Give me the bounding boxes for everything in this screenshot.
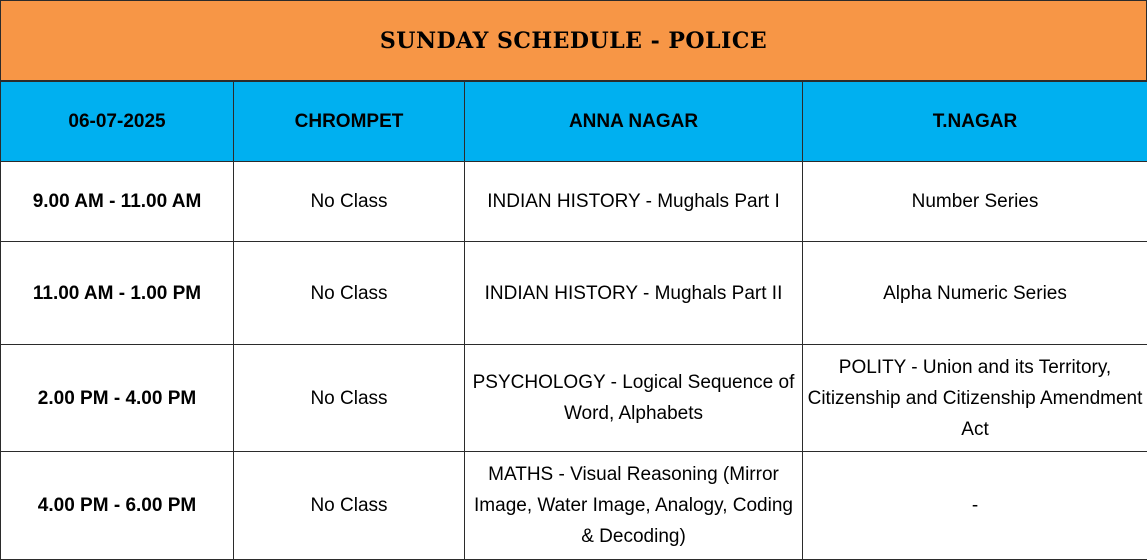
header-date: 06-07-2025 [1, 82, 234, 162]
chrompet-cell: No Class [234, 162, 465, 242]
anna-nagar-cell: MATHS - Visual Reasoning (Mirror Image, Water Image, Analogy, Coding & Decoding) [465, 452, 803, 560]
anna-nagar-cell: INDIAN HISTORY - Mughals Part I [465, 162, 803, 242]
time-slot-cell: 4.00 PM - 6.00 PM [1, 452, 234, 560]
schedule-title: SUNDAY SCHEDULE - POLICE [379, 27, 768, 54]
schedule-table [0, 81, 1147, 560]
title-bar [0, 0, 1147, 81]
time-slot-cell: 11.00 AM - 1.00 PM [1, 242, 234, 345]
header-anna-nagar: ANNA NAGAR [465, 82, 803, 162]
t-nagar-cell: - [803, 452, 1147, 560]
table-row [1, 452, 1147, 560]
chrompet-cell: No Class [234, 452, 465, 560]
table-row [1, 345, 1147, 452]
table-row [1, 242, 1147, 345]
header-t-nagar: T.NAGAR [803, 82, 1147, 162]
header-chrompet: CHROMPET [234, 82, 465, 162]
time-slot-cell: 2.00 PM - 4.00 PM [1, 345, 234, 452]
t-nagar-cell: POLITY - Union and its Territory, Citizenship and Citizenship Amendment Act [803, 345, 1147, 452]
t-nagar-cell: Alpha Numeric Series [803, 242, 1147, 345]
anna-nagar-cell: PSYCHOLOGY - Logical Sequence of Word, Alphabets [465, 345, 803, 452]
header-row [1, 82, 1147, 162]
t-nagar-cell: Number Series [803, 162, 1147, 242]
anna-nagar-cell: INDIAN HISTORY - Mughals Part II [465, 242, 803, 345]
chrompet-cell: No Class [234, 345, 465, 452]
time-slot-cell: 9.00 AM - 11.00 AM [1, 162, 234, 242]
chrompet-cell: No Class [234, 242, 465, 345]
table-row [1, 162, 1147, 242]
